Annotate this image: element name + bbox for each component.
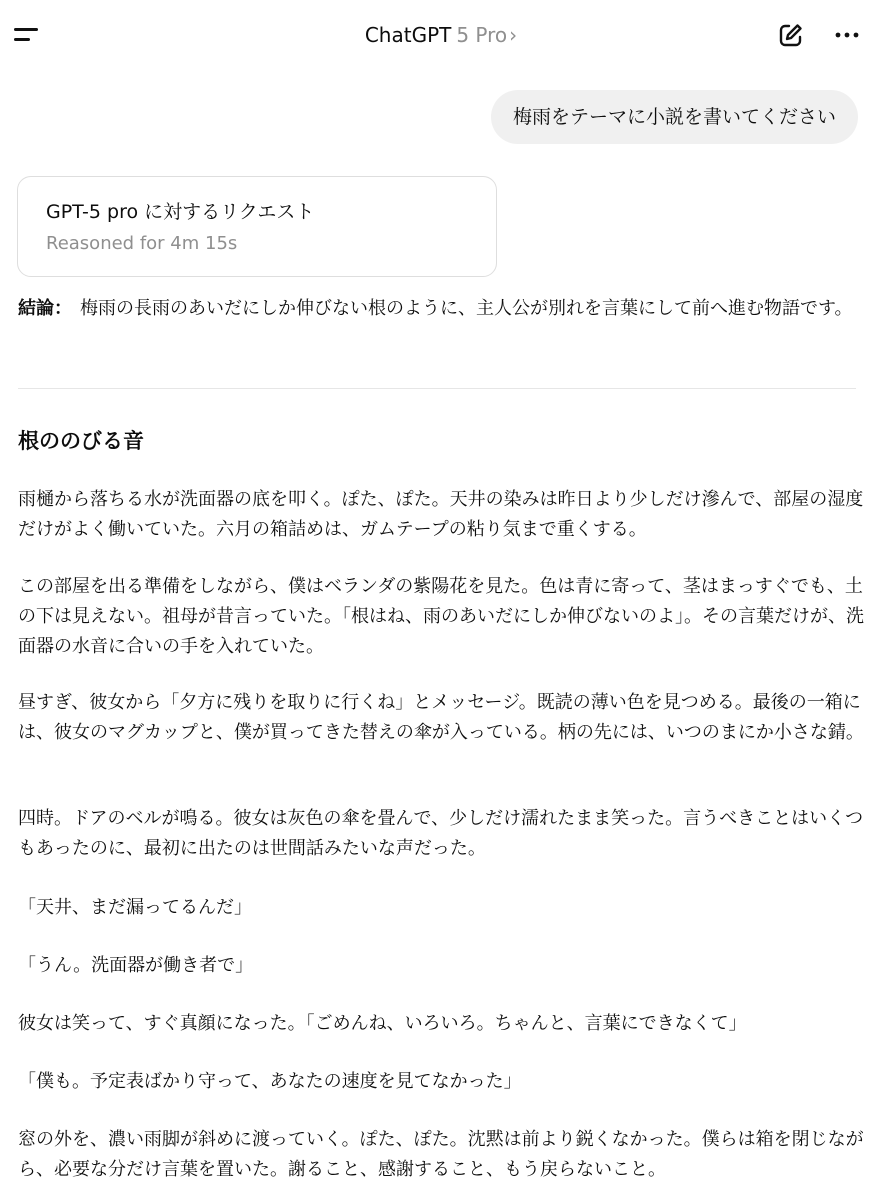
app-name: ChatGPT bbox=[364, 23, 452, 47]
story-paragraph: 四時。ドアのベルが鳴る。彼女は灰色の傘を畳んで、少しだけ濡れたまま笑った。言うべきことはいくつもあったのに、最初に出たのは世間話みたいな声だった。 bbox=[18, 808, 864, 859]
story-paragraph: 「うん。洗面器が働き者で」 bbox=[18, 955, 254, 976]
more-icon[interactable] bbox=[832, 20, 862, 50]
reasoning-card[interactable] bbox=[17, 176, 497, 277]
divider bbox=[18, 388, 856, 389]
new-chat-icon[interactable] bbox=[776, 20, 806, 50]
user-message-bubble: 梅雨をテーマに小説を書いてください bbox=[491, 90, 858, 144]
story-paragraph: 昼すぎ、彼女から「夕方に残りを取りに行くね」とメッセージ。既読の薄い色を見つめる。最後の一箱には、彼女のマグカップと、僕が買ってきた替えの傘が入っている。柄の先には、いつのまにか小さな錆。 bbox=[18, 692, 864, 743]
reasoning-title: GPT-5 pro に対するリクエスト bbox=[46, 201, 315, 223]
story-paragraph: 窓の外を、濃い雨脚が斜めに渡っていく。ぽた、ぽた。沈黙は前より鋭くなかった。僕らは箱を閉じながら、必要な分だけ言葉を置いた。謝ること、感謝すること、もう戻らないこと。 bbox=[18, 1129, 864, 1180]
story-paragraph: 雨樋から落ちる水が洗面器の底を叩く。ぽた、ぽた。天井の染みは昨日より少しだけ滲んで、部屋の湿度だけがよく働いていた。六月の箱詰めは、ガムテープの粘り気まで重くする。 bbox=[18, 489, 864, 540]
chevron-right-icon: › bbox=[509, 23, 518, 47]
conclusion-text: 梅雨の長雨のあいだにしか伸びない根のように、主人公が別れを言葉にして前へ進む物語です。 bbox=[80, 298, 853, 319]
model-selector[interactable] bbox=[0, 22, 882, 48]
story-paragraph: 「天井、まだ漏ってるんだ」 bbox=[18, 897, 252, 918]
top-bar bbox=[0, 0, 882, 72]
ellipsis-icon bbox=[832, 20, 862, 50]
story-paragraph: 「僕も。予定表ばかり守って、あなたの速度を見てなかった」 bbox=[18, 1071, 522, 1092]
story-title: 根ののびる音 bbox=[18, 429, 144, 453]
reasoning-duration: Reasoned for 4m 15s bbox=[46, 233, 238, 254]
conclusion bbox=[18, 294, 864, 324]
model-name: 5 Pro bbox=[456, 23, 508, 47]
story-paragraph: この部屋を出る準備をしながら、僕はベランダの紫陽花を見た。色は青に寄って、茎はまっすぐでも、土の下は見えない。祖母が昔言っていた。「根はね、雨のあいだにしか伸びないのよ」。その言葉だけが、洗面器の水音に合いの手を入れていた。 bbox=[18, 576, 864, 657]
story-paragraph: 彼女は笑って、すぐ真顔になった。「ごめんね、いろいろ。ちゃんと、言葉にできなくて」 bbox=[18, 1013, 747, 1034]
pencil-square-icon bbox=[776, 20, 806, 50]
conclusion-label: 結論： bbox=[18, 298, 72, 319]
